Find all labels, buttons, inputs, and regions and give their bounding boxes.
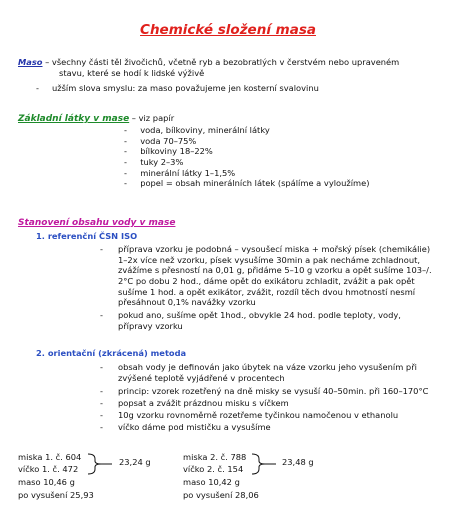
zakladni-list [124, 125, 369, 189]
list-item: - bílkoviny 18–22% [124, 146, 213, 157]
list-item: - tuky 2–3% [124, 157, 184, 168]
measure-left-po: po vysušení 25,93 [18, 490, 94, 500]
maso-heading: Maso [18, 57, 43, 67]
list-item: - voda 70–75% [124, 135, 197, 146]
measure-right-maso: maso 10,42 g [183, 477, 240, 487]
measure-right-total: 23,48 g [282, 457, 314, 467]
method-2-heading: 2. orientační (zkrácená) metoda [36, 348, 187, 358]
measure-right-vicko: víčko 2. č. 154 [183, 464, 244, 474]
measure-left-miska: miska 1. č. 604 [18, 452, 82, 462]
zakladni-suffix: – viz papír [129, 113, 175, 123]
measure-left-maso: maso 10,46 g [18, 477, 75, 487]
measure-right-miska: miska 2. č. 788 [183, 452, 247, 462]
list-item: - minerální látky 1–1,5% [124, 167, 236, 178]
stanoveni-heading: Stanovení obsahu vody v mase [18, 218, 176, 228]
maso-bullet: užším slova smyslu: za maso považujeme jen kosterní svalovinu [52, 83, 319, 93]
brace-right-icon [250, 451, 280, 477]
brace-left-icon [86, 451, 116, 477]
list-item: - voda, bílkoviny, minerální látky [124, 125, 270, 135]
measure-left-total: 23,24 g [119, 457, 151, 467]
maso-definition [18, 57, 399, 68]
measure-left-vicko: víčko 1. č. 472 [18, 464, 79, 474]
method-1-heading: 1. referenční ČSN ISO [36, 231, 138, 241]
page-title: Chemické složení masa [140, 22, 316, 38]
maso-line2: stavu, které se hodí k lidské výživě [59, 68, 205, 78]
zakladni-heading-line [18, 113, 174, 125]
maso-bullet-marker: - [36, 83, 39, 93]
maso-line1: – všechny části těl živočichů, včetně ryb a bezobratlých v čerstvém nebo upraveném [42, 57, 400, 67]
list-item: - popel = obsah minerálních látek (spálíme a vyloužíme) [124, 178, 370, 189]
zakladni-heading: Základní látky v mase [18, 114, 130, 124]
measure-right-po: po vysušení 28,06 [183, 490, 259, 500]
